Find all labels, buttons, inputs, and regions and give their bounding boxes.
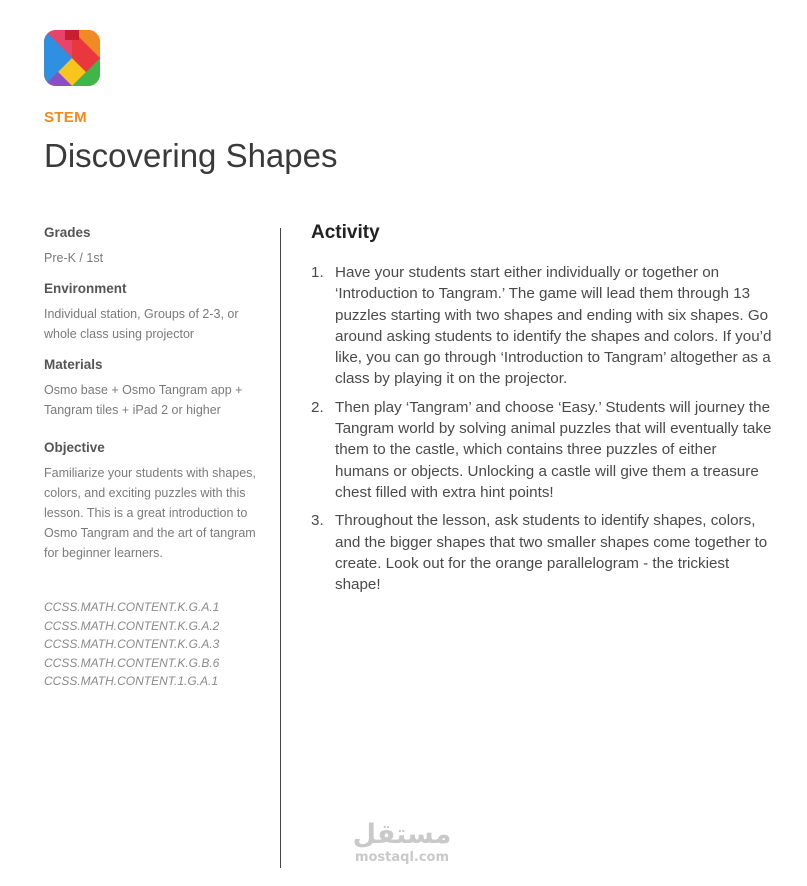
watermark-arabic: مستقل [352,819,452,850]
grades-section [44,224,269,268]
grades-heading: Grades [44,225,91,240]
objective-heading: Objective [44,440,105,455]
step-number: 1. [311,264,324,281]
standards-list [44,598,269,691]
activity-step [311,397,773,503]
objective-section [44,439,269,563]
standard-item: CCSS.MATH.CONTENT.K.G.A.3 [44,637,220,651]
activity-steps [311,262,773,602]
materials-value: Osmo base + Osmo Tangram app + Tangram tiles + iPad 2 or higher [44,383,243,417]
step-text: Have your students start either individually or together on ‘Introduction to Tangram.’ The game will lead them through 13 puzzles starting with two shapes and ending with six shapes. Go around asking students to identify the shapes and colors. If you’d like, you can go through ‘Introduction to Tangram’ altogether as a class by playing it on the projector. [335,264,772,388]
step-number: 2. [311,398,324,416]
step-number: 3. [311,512,324,530]
step-text: Then play ‘Tangram’ and choose ‘Easy.’ Students will journey the Tangram world by solving animal puzzles that will eventually take them to the castle, which contains three puzzles of either humans or objects. Unlocking a castle will give them a treasure chest filled with extra hint points! [335,398,772,501]
materials-section [44,356,269,420]
grades-value: Pre-K / 1st [44,251,104,265]
step-text: Throughout the lesson, ask students to identify shapes, colors, and the bigger shapes that two smaller shapes come together to create. Look out for the orange parallelogram - the trickiest shape! [335,512,768,594]
environment-heading: Environment [44,281,127,296]
column-divider [280,228,281,868]
standard-item: CCSS.MATH.CONTENT.K.G.A.2 [44,618,220,633]
page-title: Discovering Shapes [44,137,338,174]
environment-section [44,280,269,344]
watermark-latin: mostaql.com [354,850,450,865]
materials-heading: Materials [44,357,103,372]
standard-item: CCSS.MATH.CONTENT.1.G.A.1 [44,674,219,688]
activity-heading: Activity [311,222,380,243]
activity-step [311,510,773,595]
standard-item: CCSS.MATH.CONTENT.K.G.B.6 [44,655,220,670]
osmo-tangram-logo-icon [44,30,100,86]
objective-value: Familiarize your students with shapes, colors, and exciting puzzles with this lesson. This is a great introduction to Osmo Tangram and the art of tangram for beginner learners. [44,466,256,560]
standard-item: CCSS.MATH.CONTENT.K.G.A.1 [44,600,220,614]
environment-value: Individual station, Groups of 2-3, or whole class using projector [44,307,239,341]
activity-step [311,262,773,390]
mostaql-watermark [352,820,452,865]
category-label: STEM [44,109,87,126]
